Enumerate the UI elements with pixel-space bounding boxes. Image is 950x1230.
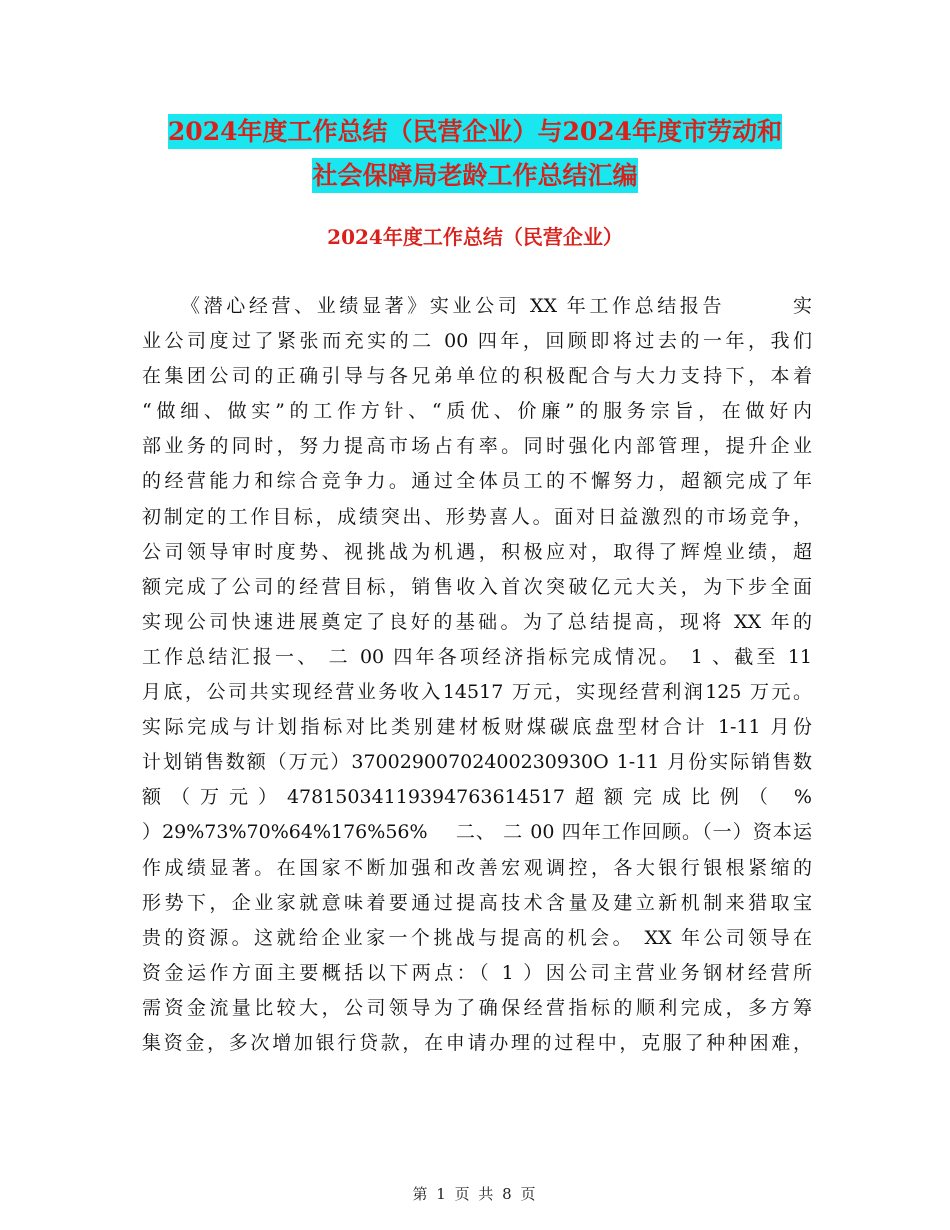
body-line: 在集团公司的正确引导与各兄弟单位的积极配合与大力支持下，本着	[142, 365, 812, 388]
body-line: 额（万元）4781503411939476361451​7超额完成比例（ %	[142, 786, 812, 809]
body-line: 贵的资源。这就给企业家一个挑战与提高的机会。 XX 年公司领导在	[142, 926, 812, 949]
body-paragraph	[142, 289, 812, 1061]
document-title-line-2: 社会保障局老龄工作总结汇编	[0, 156, 950, 196]
body-line: 实际完成与计划指标对比类别建材板财煤碳底盘型材合计 1-11 月份	[142, 716, 812, 739]
body-line: 集资金，多次增加银行贷款，在申请办理的过程中，克服了种种困难，	[142, 1031, 812, 1054]
body-line: “做细、做实”的工作方针、“质优、价廉”的服务宗旨，在做好内	[142, 400, 812, 423]
body-line: 业公司度过了紧张而充实的二 00 四年，回顾即将过去的一年，我们	[142, 330, 812, 353]
section-title: 2024年度工作总结（民营企业）	[327, 225, 623, 249]
body-line: 计划销售数额（万元）37002900702400230930O 1-11 月份实际销售数	[142, 751, 812, 774]
document-title-line-1: 2024年度工作总结（民营企业）与2024年度市劳动和	[0, 112, 950, 152]
body-line: 实现公司快速进展奠定了良好的基础。为了总结提高，现将 XX 年的	[142, 610, 812, 633]
body-line: 工作总结汇报一、 二 00 四年各项经济指标完成情况。 1 、截至 11	[142, 645, 812, 668]
body-line: 《潜心经营、业绩显著》实业公司 XX 年工作总结报告 实	[181, 295, 812, 317]
body-line: 月底，公司共实现经营业务收入14517 万元，实现经营利润125 万元。	[142, 681, 812, 704]
body-line: 作成绩显著。在国家不断加强和改善宏观调控，各大银行银根紧缩的	[142, 856, 812, 879]
body-line: 公司领导审时度势、视挑战为机遇，积极应对，取得了辉煌业绩，超	[142, 540, 812, 563]
body-line: 资金运作方面主要概括以下两点：（ 1 ）因公司主营业务钢材经营所	[142, 961, 812, 984]
body-line: 的经营能力和综合竞争力。通过全体员工的不懈努力，超额完成了年	[142, 470, 812, 493]
body-line: 额完成了公司的经营目标，销售收入首次突破亿元大关，为下步全面	[142, 575, 812, 598]
body-line: ）29%73%70%64%176%56% 二、 二 00 四年工作回顾。（一）资本运	[142, 821, 812, 844]
body-line: 初制定的工作目标，成绩突出、形势喜人。面对日益激烈的市场竞争，	[142, 505, 812, 528]
body-line: 形势下，企业家就意味着要通过提高技术含量及建立新机制来猎取宝	[142, 891, 812, 914]
body-line: 部业务的同时，努力提高市场占有率。同时强化内部管理，提升企业	[142, 435, 812, 458]
body-line: 需资金流量比较大，公司领导为了确保经营指标的顺利完成，多方筹	[142, 996, 812, 1019]
page-footer: 第 1 页 共 8 页	[412, 1185, 538, 1203]
